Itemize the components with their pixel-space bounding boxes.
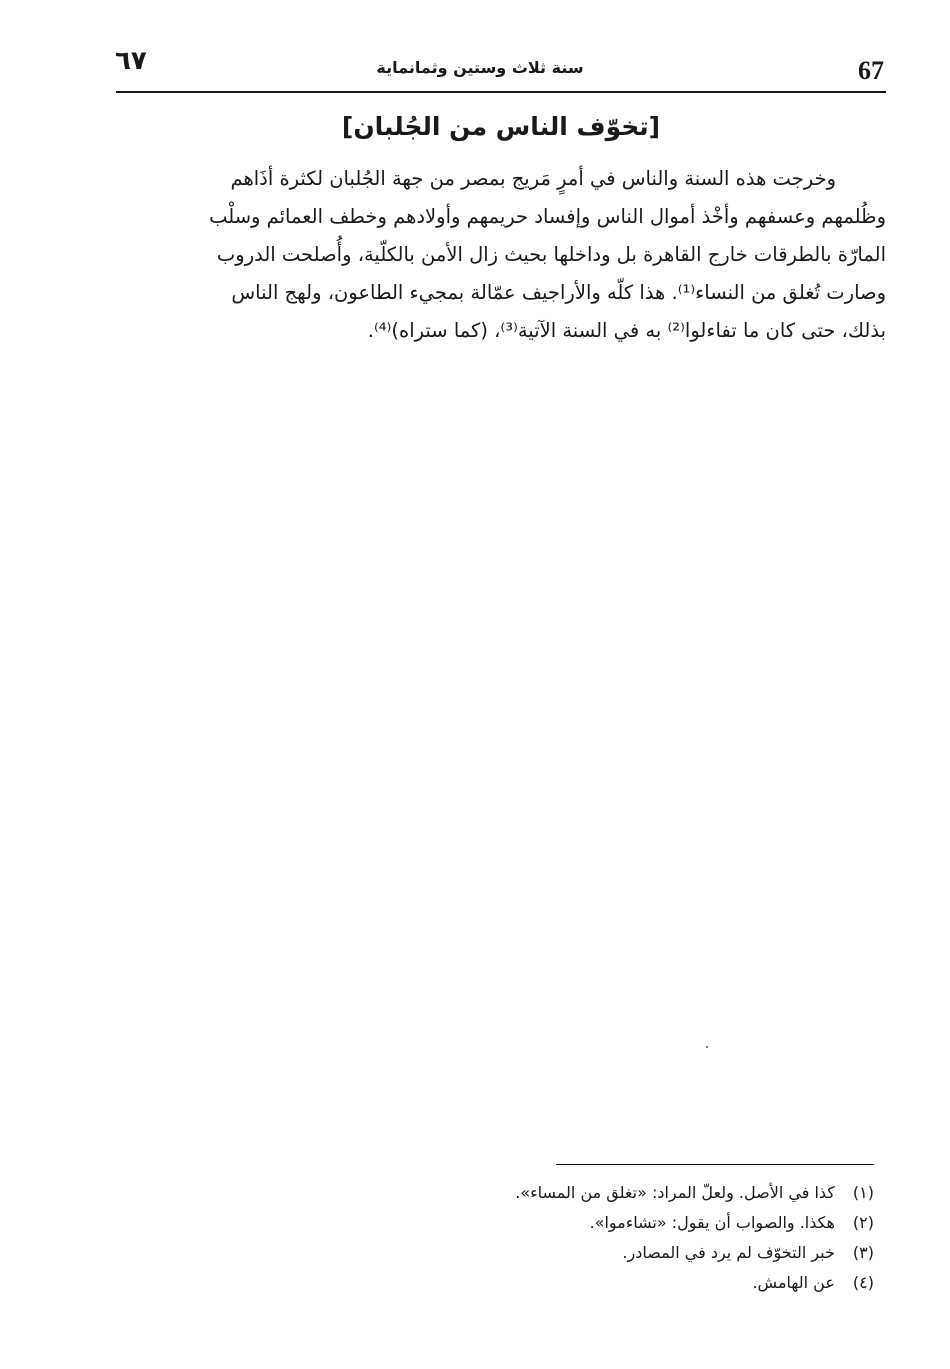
page-number-latin: 67: [858, 56, 884, 85]
footnote-number: (٣): [852, 1243, 874, 1262]
footnote-number: (١): [852, 1183, 874, 1202]
body-line: وظُلمهم وعسفهم وأخْذ أموال الناس وإفساد حريمهم وأولادهم وخطف العمائم وسلْب: [209, 205, 886, 228]
footnote-text: كذا في الأصل. ولعلّ المراد: «تغلق من المساء».: [515, 1183, 835, 1202]
footnote-text: عن الهامش.: [752, 1273, 835, 1292]
scan-speck: [706, 1046, 708, 1048]
body-line: بذلك، حتى كان ما تفاءلوا⁽²⁾ به في السنة الآتية⁽³⁾، (كما ستراه)⁽⁴⁾.: [367, 319, 886, 342]
footnote-item: [454, 1208, 874, 1238]
footnote-item: [454, 1238, 874, 1268]
body-paragraph: [116, 160, 886, 350]
body-line: وخرجت هذه السنة والناس في أمرٍ مَريج بمصر من جهة الجُلبان لكثرة أذَاهم: [230, 167, 836, 190]
footnote-number: (٤): [852, 1273, 874, 1292]
footnote-text: هكذا. والصواب أن يقول: «تشاءموا».: [589, 1213, 835, 1232]
body-line: المارّة بالطرقات خارج القاهرة بل وداخلها بحيث زال الأمن بالكلّية، وأُصلحت الدروب: [216, 243, 886, 266]
footnote-item: [454, 1268, 874, 1298]
footnote-rule: [556, 1164, 874, 1165]
page-number-arabic: ٦٧: [115, 46, 147, 76]
footnote-text: خبر التخوّف لم يرد في المصادر.: [622, 1243, 835, 1262]
section-heading: [تخوّف الناس من الجُلبان]: [341, 112, 661, 141]
footnote-item: [454, 1178, 874, 1208]
running-title: سنة ثلاث وستين وثمانماية: [376, 58, 584, 77]
body-line: وصارت تُغلق من النساء⁽¹⁾. هذا كلّه والأراجيف عمّالة بمجيء الطاعون، ولهج الناس: [231, 281, 886, 304]
header-rule: [116, 91, 886, 93]
footnote-number: (٢): [852, 1213, 874, 1232]
footnotes: [454, 1178, 874, 1298]
